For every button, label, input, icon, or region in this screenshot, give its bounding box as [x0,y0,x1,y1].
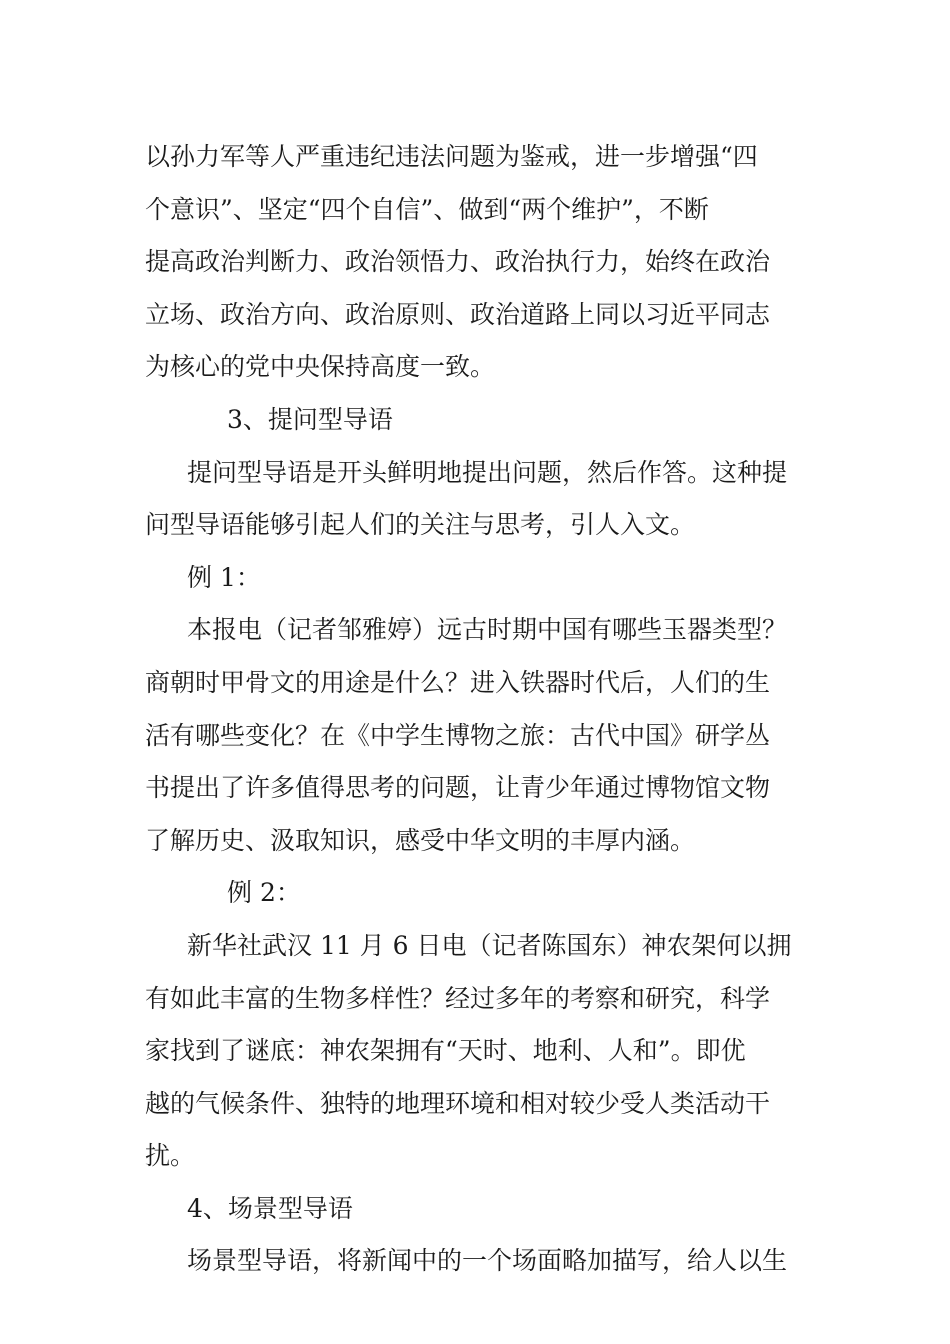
example-label: 例 2： [227,878,301,908]
paragraph-line: 了解历史、汲取知识，感受中华文明的丰厚内涵。 [145,825,696,855]
paragraph-line: 有如此丰富的生物多样性？经过多年的考察和研究，科学 [145,983,771,1013]
paragraph-line: 本报电（记者邹雅婷）远古时期中国有哪些玉器类型？ [187,615,788,645]
paragraph-line: 以孙力军等人严重违纪违法问题为鉴戒，进一步增强“四 [145,142,758,171]
paragraph-line: 商朝时甲骨文的用途是什么？进入铁器时代后，人们的生 [145,667,771,697]
paragraph-line: 提高政治判断力、政治领悟力、政治执行力，始终在政治 [145,247,771,277]
paragraph-line: 扰。 [145,1141,196,1171]
paragraph-line: 家找到了谜底：神农架拥有“天时、地利、人和”。即优 [145,1036,746,1066]
document-body [145,131,815,1288]
paragraph-line: 越的气候条件、独特的地理环境和相对较少受人类活动干 [145,1088,771,1118]
section-heading: 4、场景型导语 [187,1193,353,1223]
paragraph-line: 场景型导语，将新闻中的一个场面略加描写，给人以生 [187,1246,788,1276]
paragraph-line: 新华社武汉 11 月 6 日电（记者陈国东）神农架何以拥 [187,930,792,960]
example-label: 例 1： [187,562,261,592]
paragraph-line: 书提出了许多值得思考的问题，让青少年通过博物馆文物 [145,773,771,803]
section-heading: 3、提问型导语 [227,404,393,434]
paragraph-line: 立场、政治方向、政治原则、政治道路上同以习近平同志 [145,299,771,329]
paragraph-line: 为核心的党中央保持高度一致。 [145,352,496,382]
paragraph-line: 问型导语能够引起人们的关注与思考，引人入文。 [145,510,696,540]
paragraph-line: 个意识”、坚定“四个自信”、做到“两个维护”，不断 [145,194,709,224]
paragraph-line: 提问型导语是开头鲜明地提出问题，然后作答。这种提 [187,457,788,487]
paragraph-line: 活有哪些变化？在《中学生博物之旅：古代中国》研学丛 [145,720,771,750]
